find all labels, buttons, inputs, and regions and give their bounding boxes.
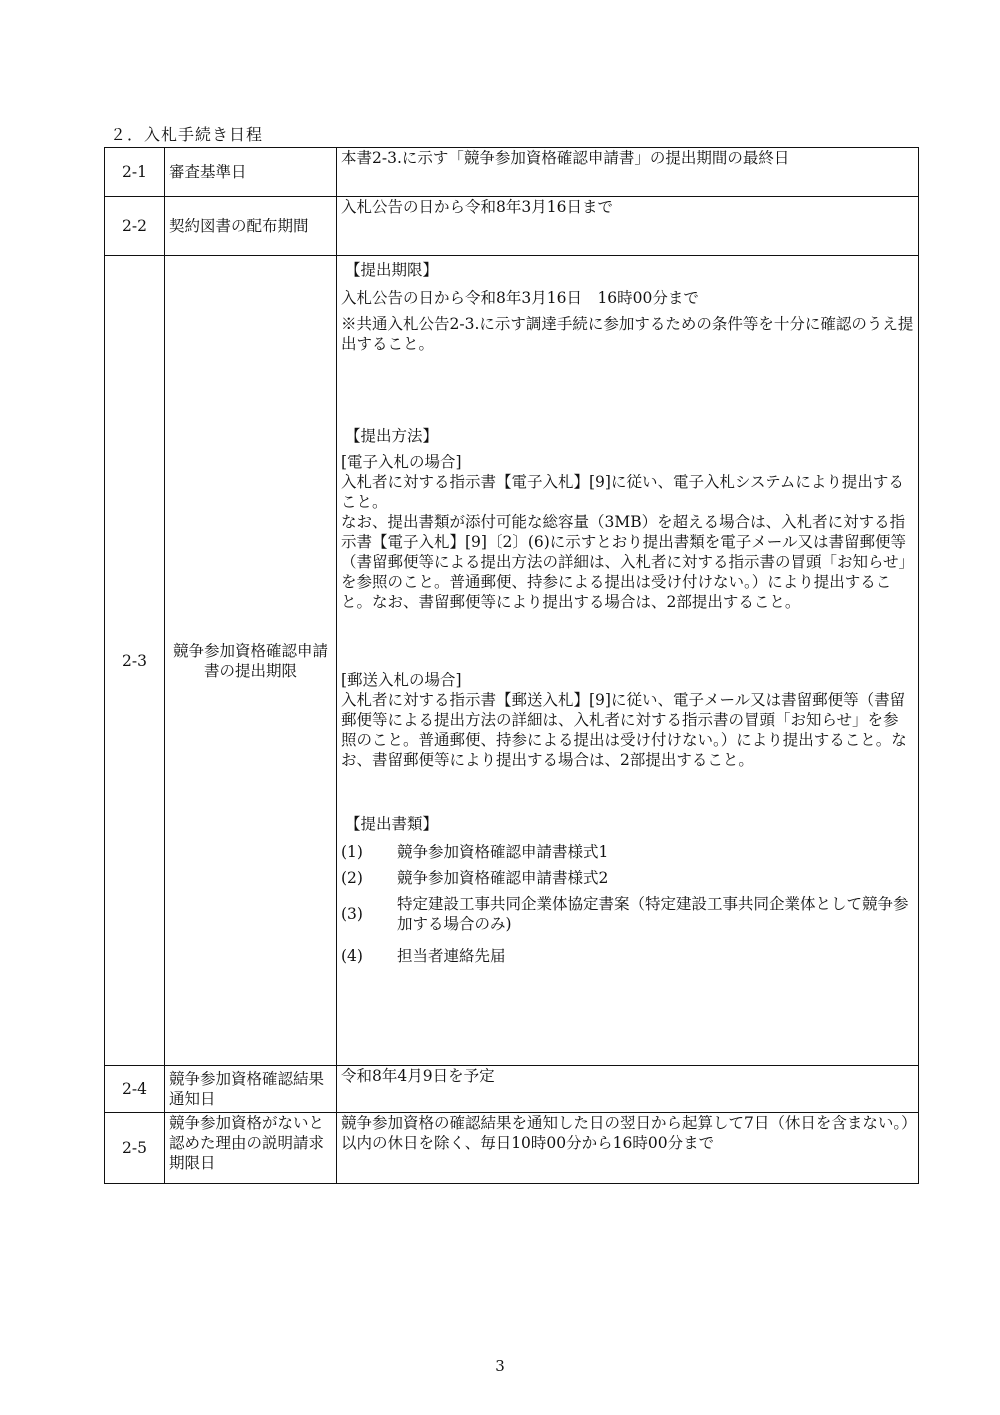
- row-label: 契約図書の配布期間: [165, 197, 337, 256]
- section-title: ２．入札手続き日程: [110, 125, 264, 144]
- table-row: [105, 197, 919, 256]
- document-number: (1): [341, 843, 363, 861]
- table-row: [105, 1066, 919, 1113]
- row-content: 令和8年4月9日を予定: [337, 1066, 919, 1113]
- document-item: [341, 842, 914, 862]
- document-title: 競争参加資格確認申請書様式2: [397, 869, 609, 887]
- document-number: (3): [341, 905, 363, 923]
- document-item: [341, 868, 914, 888]
- electronic-text: 入札者に対する指示書【電子入札】[9]に従い、電子入札システムにより提出すること。: [341, 473, 904, 511]
- postal-heading: [郵送入札の場合]: [341, 671, 462, 689]
- document-number: (2): [341, 869, 363, 887]
- electronic-note: なお、提出書類が添付可能な総容量（3MB）を超える場合は、入札者に対する指示書【電子入札】[9]〔2〕(6)に示すとおり提出書類を電子メール又は書留郵便等（書留郵便等による提出方法の詳細は、入札者に対する指示書の冒頭「お知らせ」を参照のこと。普通郵便、持参による提出は受け付けない。）により提出すること。なお、書留郵便等により提出する場合は、2部提出すること。: [341, 513, 907, 611]
- row-number: 2-3: [105, 256, 165, 1066]
- deadline-note: ※共通入札公告2-3.に示す調達手続に参加するための条件等を十分に確認のうえ提出すること。: [341, 315, 914, 353]
- table-row: [105, 148, 919, 197]
- document-title: 特定建設工事共同企業体協定書案（特定建設工事共同企業体として競争参加する場合のみ): [397, 895, 909, 933]
- row-number: 2-4: [105, 1066, 165, 1113]
- document-number: (4): [341, 947, 363, 965]
- deadline-text: 入札公告の日から令和8年3月16日 16時00分まで: [341, 289, 699, 307]
- electronic-heading: [電子入札の場合]: [341, 453, 462, 471]
- row-label: 競争参加資格がないと認めた理由の説明請求期限日: [165, 1113, 337, 1184]
- row-number: 2-5: [105, 1113, 165, 1184]
- row-content: 入札公告の日から令和8年3月16日まで: [337, 197, 919, 256]
- page-number: 3: [495, 1357, 505, 1375]
- row-number: 2-2: [105, 197, 165, 256]
- documents-heading: 【提出書類】: [345, 815, 439, 833]
- row-label: 競争参加資格確認結果通知日: [165, 1066, 337, 1113]
- row-content: [337, 256, 919, 1066]
- document-title: 担当者連絡先届: [397, 947, 506, 965]
- row-label: 競争参加資格確認申請書の提出期限: [165, 256, 337, 1066]
- table-row: [105, 256, 919, 1066]
- postal-text: 入札者に対する指示書【郵送入札】[9]に従い、電子メール又は書留郵便等（書留郵便等による提出方法の詳細は、入札者に対する指示書の冒頭「お知らせ」を参照のこと。普通郵便、持参による提出は受け付けない。）により提出すること。なお、書留郵便等により提出する場合は、2部提出すること。: [341, 691, 907, 769]
- document-item: [341, 894, 914, 934]
- deadline-heading: 【提出期限】: [345, 261, 439, 279]
- row-content: 本書2-3.に示す「競争参加資格確認申請書」の提出期間の最終日: [337, 148, 919, 197]
- schedule-table: [104, 147, 919, 1184]
- method-heading: 【提出方法】: [345, 427, 439, 445]
- row-number: 2-1: [105, 148, 165, 197]
- row-label: 審査基準日: [165, 148, 337, 197]
- table-row: [105, 1113, 919, 1184]
- row-content: 競争参加資格の確認結果を通知した日の翌日から起算して7日（休日を含まない。）以内の休日を除く、毎日10時00分から16時00分まで: [337, 1113, 919, 1184]
- document-title: 競争参加資格確認申請書様式1: [397, 843, 609, 861]
- document-item: [341, 946, 914, 966]
